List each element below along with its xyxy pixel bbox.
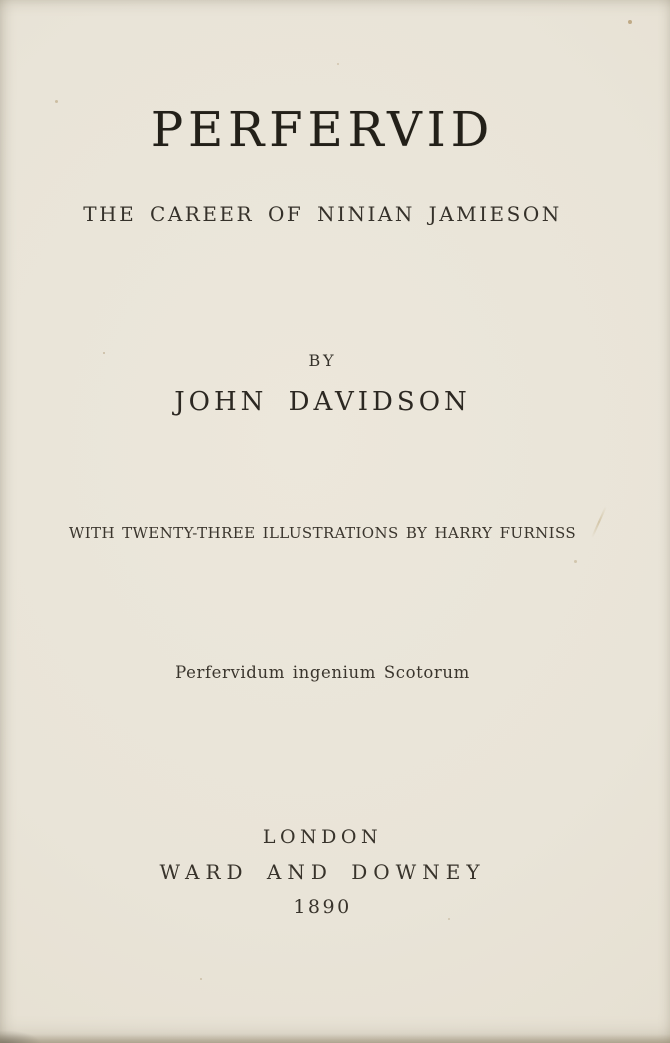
epigraph-motto: Perfervidum ingenium Scotorum [175, 663, 470, 682]
imprint-publisher: WARD AND DOWNEY [159, 860, 486, 884]
book-title: PERFERVID [150, 102, 495, 158]
imprint-year: 1890 [293, 896, 352, 918]
illustrations-credit: WITH TWENTY-THREE ILLUSTRATIONS BY HARRY FURNISS [68, 524, 577, 542]
imprint-city: LONDON [262, 826, 383, 848]
author-name: JOHN DAVIDSON [174, 387, 471, 417]
byline-prefix: BY [308, 351, 337, 370]
book-subtitle: THE CAREER OF NINIAN JAMIESON [83, 202, 562, 226]
